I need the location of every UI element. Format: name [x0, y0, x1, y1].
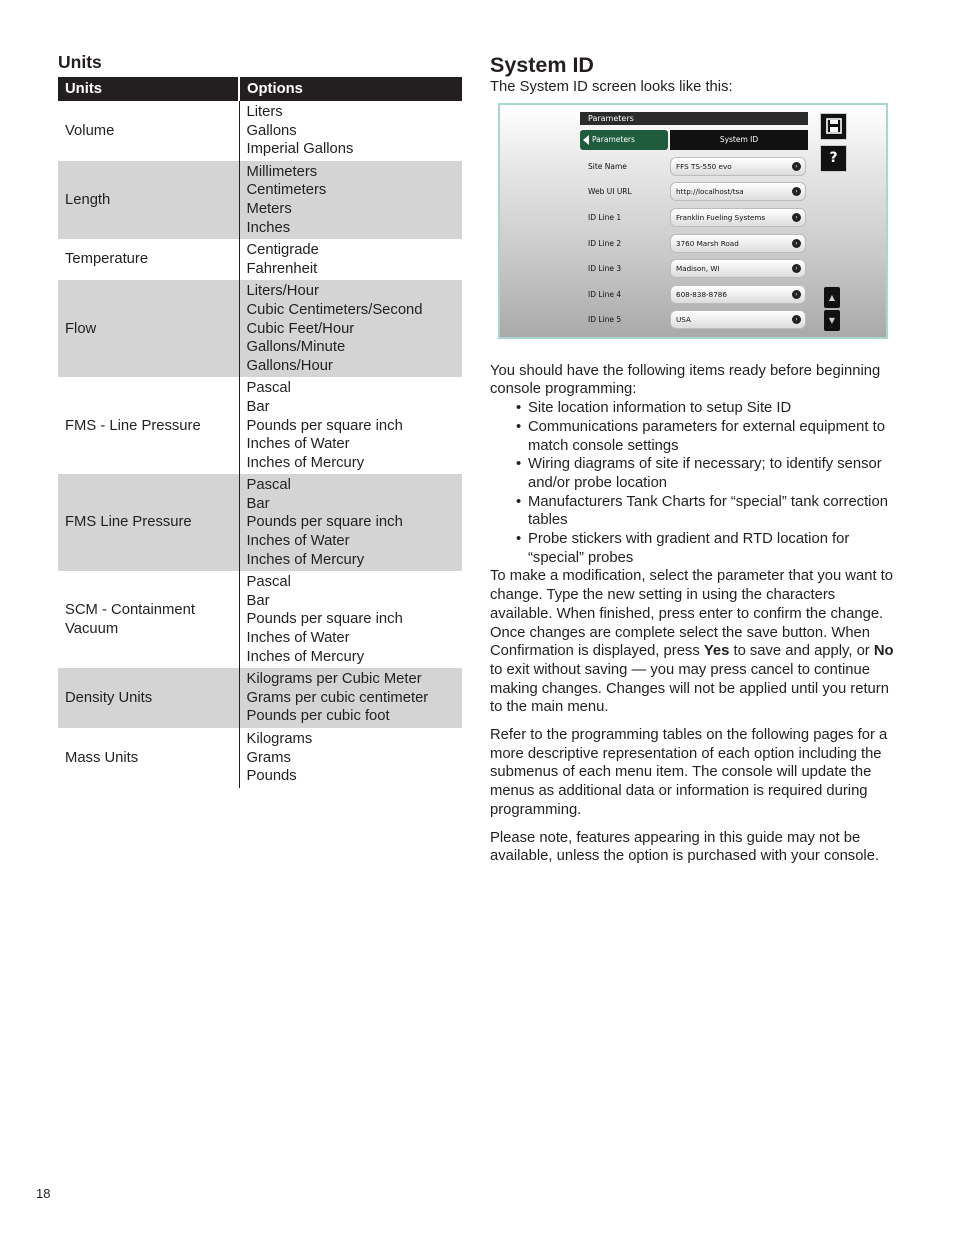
screen-field-row [588, 208, 808, 228]
field-value [670, 208, 806, 227]
system-id-section [490, 52, 900, 866]
field-value [670, 259, 806, 278]
screen-field-row [588, 157, 808, 177]
unit-options [239, 728, 462, 788]
units-heading: Units [58, 52, 102, 72]
field-value [670, 285, 806, 304]
table-row [58, 239, 462, 280]
option-item: Gallons/Minute [246, 339, 346, 356]
field-label: ID Line 2 [588, 238, 622, 248]
modify-text-3: to exit without saving — you may press cancel to continue making changes. Changes will not be applied until you return to the main menu. [490, 661, 889, 716]
unit-name: Volume [65, 122, 115, 139]
option-item: Liters [246, 104, 283, 120]
unit-name: FMS - Line Pressure [65, 417, 201, 434]
unit-name: Temperature [65, 251, 149, 268]
option-item: Grams [246, 749, 291, 766]
field-value-text: http://localhost/tsa [676, 187, 744, 197]
option-item: Centimeters [246, 182, 327, 199]
screen-field-row [588, 285, 808, 305]
unit-name: Flow [58, 280, 239, 377]
scroll-up-icon: ▲ [824, 287, 840, 308]
field-value [670, 310, 806, 329]
option-item: Pounds per square inch [246, 514, 403, 531]
table-row [58, 161, 462, 239]
list-item: • Site location information to setup Site ID [490, 399, 900, 418]
screen-field-row [588, 182, 808, 202]
option-item: Gallons/Hour [246, 357, 333, 374]
table-row [58, 280, 462, 377]
field-label: Web UI URL [588, 187, 632, 197]
option-item: Pounds per square inch [246, 417, 403, 434]
table-row [58, 668, 462, 728]
system-id-screenshot [498, 103, 888, 339]
unit-name: Length [58, 161, 239, 239]
system-id-heading: System ID [490, 53, 594, 77]
modify-paragraph [490, 567, 900, 717]
list-item: • Communications parameters for external equipment to match console settings [490, 418, 900, 455]
option-item: Liters/Hour [246, 283, 319, 300]
field-value-text: Madison, WI [676, 264, 720, 274]
option-item: Millimeters [246, 163, 318, 180]
options-column-header: Options [239, 77, 462, 101]
option-item: Inches of Mercury [246, 454, 365, 471]
field-label: Site Name [588, 161, 627, 171]
unit-options [239, 571, 462, 668]
field-value-text: USA [676, 315, 691, 325]
screen-topbar: Parameters [580, 112, 808, 125]
unit-options [239, 474, 462, 571]
option-item: Bar [246, 592, 270, 609]
field-label: ID Line 3 [588, 264, 622, 274]
field-value-text: 608-838-8786 [676, 289, 727, 299]
unit-name: Mass Units [65, 749, 139, 766]
chevron-right-icon: › [792, 213, 801, 222]
option-item: Inches [246, 219, 291, 236]
list-item: • Wiring diagrams of site if necessary; to identify sensor and/or probe location [490, 455, 900, 492]
option-item: Centigrade [246, 242, 319, 259]
unit-name: FMS Line Pressure [58, 474, 239, 571]
option-item: Inches of Mercury [246, 648, 365, 665]
modify-text-2: to save and apply, or [729, 643, 874, 660]
option-item: Kilograms per Cubic Meter [246, 671, 422, 688]
field-label: ID Line 5 [588, 315, 622, 325]
chevron-right-icon: › [792, 239, 801, 248]
field-value [670, 157, 806, 176]
option-item: Inches of Water [246, 533, 350, 550]
field-value-text: Franklin Fueling Systems [676, 212, 766, 222]
table-row [58, 728, 462, 788]
screen-field-row [588, 310, 808, 330]
field-value-text: 3760 Marsh Road [676, 238, 739, 248]
unit-options [239, 668, 462, 728]
option-item: Cubic Feet/Hour [246, 320, 355, 337]
option-item: Pounds per cubic foot [246, 708, 390, 725]
option-item: Pounds [246, 768, 297, 785]
unit-name: Density Units [58, 668, 239, 728]
scroll-down-icon: ▼ [824, 310, 840, 331]
units-table-header [58, 77, 462, 101]
parameters-back-tab: Parameters [580, 130, 668, 150]
screen-field-row [588, 259, 808, 279]
system-id-intro: The System ID screen looks like this: [490, 79, 733, 95]
table-row [58, 474, 462, 571]
chevron-right-icon: › [792, 187, 801, 196]
option-item: Inches of Mercury [246, 551, 365, 568]
unit-options [239, 101, 462, 161]
option-item: Meters [246, 200, 292, 217]
option-item: Inches of Water [246, 630, 350, 647]
ready-intro: You should have the following items ready before beginning console programming: [490, 362, 881, 398]
units-table [58, 77, 462, 788]
option-item: Cubic Centimeters/Second [246, 301, 423, 318]
list-item: • Probe stickers with gradient and RTD location for “special” probes [490, 530, 900, 567]
option-item: Pascal [246, 477, 291, 494]
chevron-right-icon: › [792, 315, 801, 324]
table-row [58, 377, 462, 474]
refer-paragraph: Refer to the programming tables on the following pages for a more descriptive representation of each option including the submenus of each menu item. The console will update the menus as additional data or information is required during programming. [490, 727, 888, 818]
yes-keyword: Yes [703, 643, 730, 660]
option-item: Bar [246, 495, 270, 512]
option-item: Pascal [246, 380, 291, 397]
unit-options [239, 161, 462, 239]
field-label: ID Line 4 [588, 289, 622, 299]
ready-list [490, 399, 900, 567]
field-value [670, 234, 806, 253]
table-row [58, 571, 462, 668]
modify-text-1: To make a modification, select the parameter that you want to change. Type the new setting in using the characters available. When finished, press enter to confirm the change. Once changes are complete select the save button. When Confirmation is displayed, press [490, 568, 894, 660]
option-item: Kilograms [246, 731, 313, 747]
page-number: 18 [36, 1186, 51, 1201]
units-section [58, 52, 462, 788]
chevron-right-icon: › [792, 264, 801, 273]
option-item: Pounds per square inch [246, 611, 403, 628]
option-item: Pascal [246, 574, 291, 591]
chevron-right-icon: › [792, 162, 801, 171]
screen-field-row [588, 234, 808, 254]
option-item: Grams per cubic centimeter [246, 689, 429, 706]
option-item: Bar [246, 398, 270, 415]
option-item: Fahrenheit [246, 260, 318, 277]
option-item: Imperial Gallons [246, 141, 354, 158]
option-item: Inches of Water [246, 436, 350, 453]
unit-options [239, 239, 462, 280]
units-column-header: Units [58, 77, 239, 101]
option-item: Gallons [246, 122, 297, 139]
save-icon [820, 113, 847, 140]
help-icon: ? [820, 145, 847, 172]
unit-options [239, 377, 462, 474]
unit-name: SCM - Containment Vacuum [65, 602, 195, 637]
field-value [670, 182, 806, 201]
field-label: ID Line 1 [588, 212, 622, 222]
unit-options [239, 280, 462, 377]
list-item: • Manufacturers Tank Charts for “special” tank correction tables [490, 493, 900, 530]
units-table-body [58, 101, 462, 788]
table-row [58, 101, 462, 161]
chevron-right-icon: › [792, 290, 801, 299]
no-keyword: No [873, 643, 894, 660]
note-paragraph: Please note, features appearing in this guide may not be available, unless the option is purchased with your console. [490, 829, 880, 865]
system-id-tab: System ID [670, 130, 808, 150]
field-value-text: FFS TS-550 evo [676, 161, 732, 171]
